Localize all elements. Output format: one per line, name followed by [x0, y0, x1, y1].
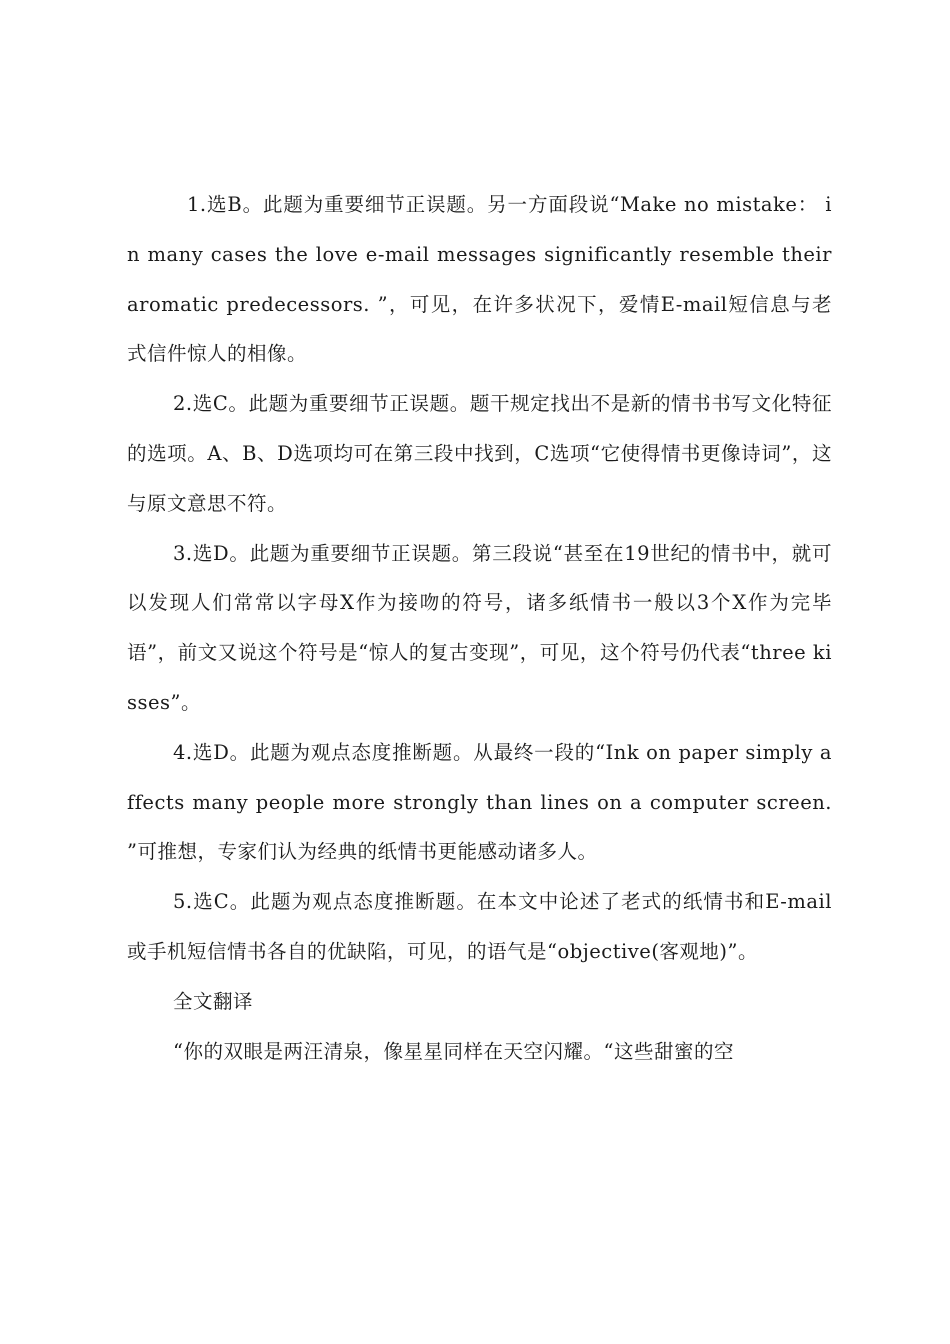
answer-paragraph-4: 4.选D。此题为观点态度推断题。从最终一段的“Ink on paper simply affects many people more strongly than lines on a computer screen. ”可推想，专家们认为经典的纸情书更能感动诸多人。	[127, 740, 832, 864]
section-heading: 全文翻译	[173, 989, 254, 1013]
translation-paragraph: “你的双眼是两汪清泉，像星星同样在天空闪耀。“这些甜蜜的空	[173, 1039, 734, 1063]
answer-paragraph-5: 5.选C。此题为观点态度推断题。在本文中论述了老式的纸情书和E-mail或手机短信情书各自的优缺陷，可见，的语气是“objective(客观地)”。	[127, 890, 832, 963]
answer-paragraph-1: 1.选B。此题为重要细节正误题。另一方面段说“Make no mistake： in many cases the love e-mail messages significantly resemble their aromatic predecessors. ”，可见，在许多状况下，爱情E-mail短信息与老式信件惊人的相像。	[127, 193, 832, 366]
answer-paragraph-3: 3.选D。此题为重要细节正误题。第三段说“甚至在19世纪的情书中，就可以发现人们常常以字母X作为接吻的符号，诸多纸情书一般以3个X作为完毕语”，前文又说这个符号是“惊人的复古变现”，可见，这个符号仍代表“three kisses”。	[127, 541, 832, 714]
document-page	[127, 180, 832, 1076]
answer-paragraph-2: 2.选C。此题为重要细节正误题。题干规定找出不是新的情书书写文化特征的选项。A、B、D选项均可在第三段中找到，C选项“它使得情书更像诗词”，这与原文意思不符。	[127, 392, 832, 515]
